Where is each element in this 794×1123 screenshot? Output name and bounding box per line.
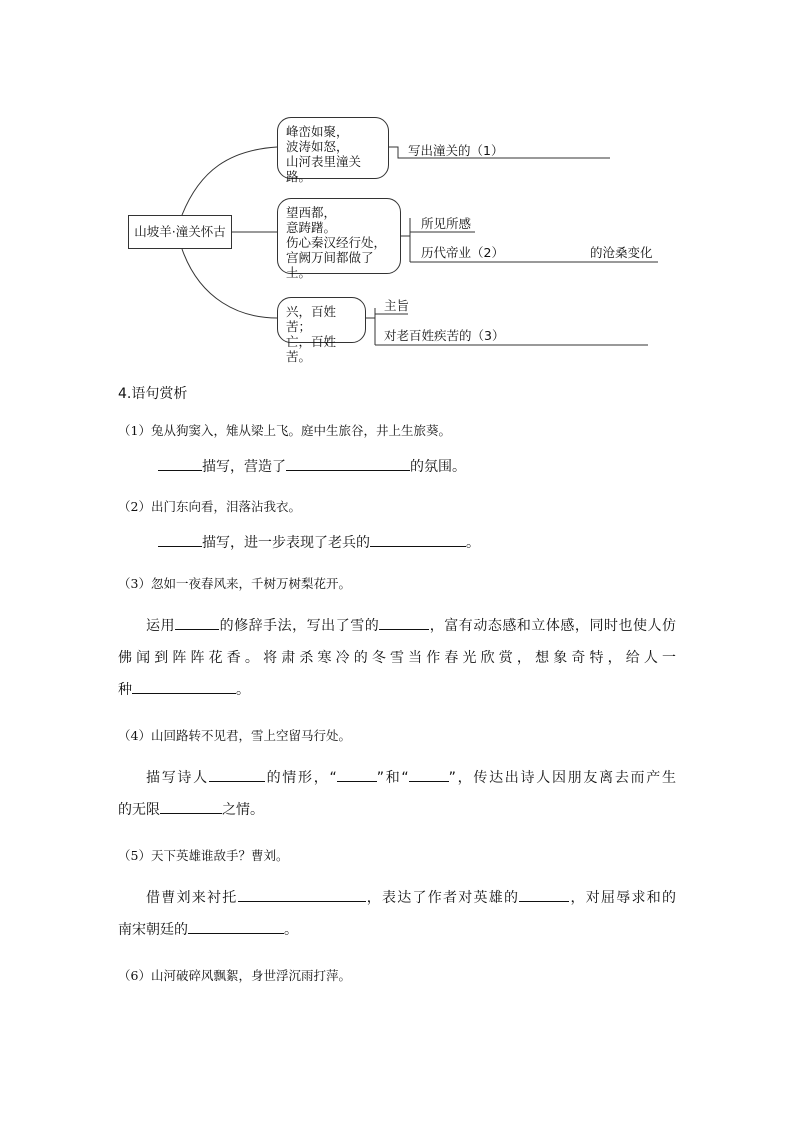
q4-text-6: 之情。 <box>222 802 264 818</box>
q4-text-5: 的无限 <box>118 802 160 818</box>
q2-text-1: 描写，进一步表现了老兵的 <box>202 535 370 551</box>
q4-quote: （4）山回路转不见君，雪上空留马行处。 <box>118 728 351 743</box>
q1-blank-2[interactable] <box>286 456 410 471</box>
branch-1-box <box>277 117 389 184</box>
q5-blank-2[interactable] <box>519 887 569 902</box>
q1-text-2: 的氛围。 <box>410 459 466 475</box>
q1-text-1: 描写，营造了 <box>202 459 286 475</box>
q2-quote: （2）出门东向看，泪落沾我衣。 <box>118 499 301 514</box>
q5-quote: （5）天下英雄谁敌手？曹刘。 <box>118 848 289 863</box>
branch-2-line-4: 宫阙万间都做了土。 <box>286 250 374 280</box>
branch-1-line-1: 峰峦如聚， <box>286 124 349 139</box>
q5-blank-3[interactable] <box>188 919 284 934</box>
branch-1-line-2: 波涛如怒， <box>286 139 349 154</box>
q3-text-3: ，富有动态感和立体感，同时也使人仿 <box>429 618 677 634</box>
q2-text-2: 。 <box>466 535 480 551</box>
q3-blank-1[interactable] <box>175 615 219 630</box>
q5-blank-1[interactable] <box>238 887 366 902</box>
branch-3-label-a: 主旨 <box>384 298 410 313</box>
branch-2-label-a: 所见所感 <box>421 216 472 231</box>
q3-blank-2[interactable] <box>379 615 429 630</box>
q1-quote: （1）兔从狗窦入，雉从梁上飞。庭中生旅谷，井上生旅葵。 <box>118 423 451 438</box>
q4-blank-4[interactable] <box>160 799 222 814</box>
q3-paragraph <box>118 610 676 706</box>
q5-text-3: ，对屈辱求和的 <box>569 890 676 906</box>
q4-blank-1[interactable] <box>209 767 265 782</box>
q4-text-2: 的情形，“ <box>264 770 337 786</box>
q1-answer-line <box>158 456 466 477</box>
branch-1-label: 写出潼关的（1） <box>408 143 504 158</box>
branch-2-label-c: 的沧桑变化 <box>590 245 653 260</box>
q3-text-4: 种 <box>118 682 132 698</box>
branch-3-line-2: 亡，百姓苦。 <box>286 334 337 364</box>
q4-para-line-1 <box>118 762 676 794</box>
mind-map <box>0 0 794 364</box>
q3-text-1: 运用 <box>146 618 176 634</box>
q5-para-line-2 <box>118 914 676 946</box>
section-title: 4.语句赏析 <box>118 386 188 402</box>
q6-quote: （6）山河破碎风飘絮，身世浮沉雨打萍。 <box>118 968 351 983</box>
q3-text-2: 的修辞手法，写出了雪的 <box>219 618 380 634</box>
q3-para-line-1 <box>118 610 676 642</box>
q3-para-line-2: 佛闻到阵阵花香。将肃杀寒冷的冬雪当作春光欣赏，想象奇特，给人一 <box>118 650 676 666</box>
q3-blank-3[interactable] <box>132 679 236 694</box>
branch-3-line-1: 兴，百姓苦； <box>286 304 337 334</box>
q3-quote: （3）忽如一夜春风来，千树万树梨花开。 <box>118 576 351 591</box>
q5-paragraph <box>118 882 676 946</box>
q5-text-1: 借曹刘来衬托 <box>146 890 238 906</box>
connector-branch-1 <box>182 147 277 215</box>
branch-2-line-2: 意踌躇。 <box>286 220 337 235</box>
branch-3-label-b: 对老百姓疾苦的（3） <box>384 328 505 343</box>
q4-text-1: 描写诗人 <box>146 770 209 786</box>
q2-answer-line <box>158 532 480 553</box>
q5-text-5: 。 <box>284 922 298 938</box>
connector-branch-3 <box>182 249 277 318</box>
q4-blank-2[interactable] <box>337 767 377 782</box>
q5-text-2: ，表达了作者对英雄的 <box>365 890 520 906</box>
q4-text-3: ”和“ <box>376 770 409 786</box>
mind-map-root: 山坡羊·潼关怀古 <box>128 215 232 249</box>
q3-para-line-3 <box>118 674 676 706</box>
q4-blank-3[interactable] <box>409 767 449 782</box>
q4-para-line-2 <box>118 794 676 826</box>
branch-2-line-1: 望西都， <box>286 205 337 220</box>
branch-3-box <box>277 297 366 364</box>
q3-text-5: 。 <box>236 682 250 698</box>
q5-text-4: 南宋朝廷的 <box>118 922 188 938</box>
branch-2-label-b: 历代帝业（2） <box>421 245 504 260</box>
q2-blank-1[interactable] <box>158 532 202 547</box>
q4-paragraph <box>118 762 676 826</box>
branch-2-line-3: 伤心秦汉经行处， <box>286 235 387 250</box>
q2-blank-2[interactable] <box>370 532 466 547</box>
branch-1-line-3: 山河表里潼关路。 <box>286 154 362 184</box>
q5-para-line-1 <box>118 882 676 914</box>
branch-2-box <box>277 198 401 280</box>
q1-blank-1[interactable] <box>158 456 202 471</box>
q4-text-4: ”，传达出诗人因朋友离去而产生 <box>448 770 676 786</box>
